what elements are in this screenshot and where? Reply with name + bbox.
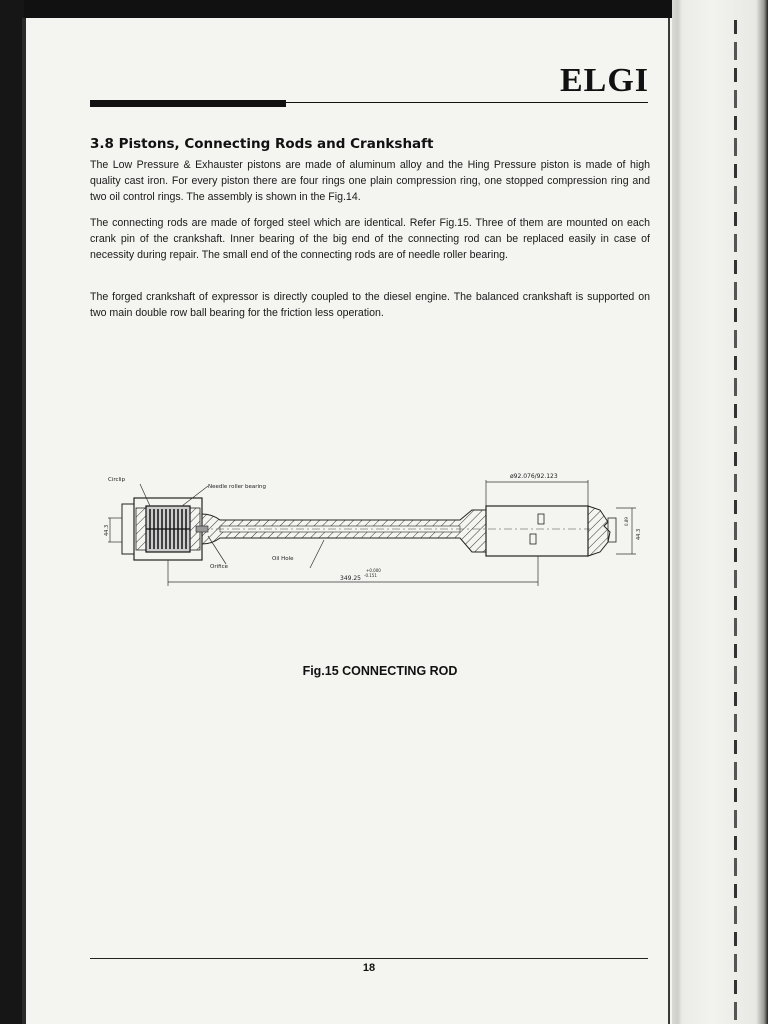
paragraph-pistons: The Low Pressure & Exhauster pistons are made of aluminum alloy and the Hing Pressure piston is made of high quality cast iron. For every piston there are four rings one plain compression ring, one stopped compression ring and two oil control rings. The assembly is shown in the Fig.14. bbox=[90, 159, 650, 203]
label-big-end-height-a: 0.89 bbox=[624, 517, 629, 526]
binding-edge-line bbox=[734, 20, 737, 1020]
rod-shank bbox=[196, 510, 590, 552]
label-small-end-height: 44.3 bbox=[104, 524, 110, 536]
label-circlip: Circlip bbox=[108, 477, 126, 483]
label-big-end-bore: ø92.076/92.123 bbox=[510, 473, 558, 480]
label-orifice: Orifice bbox=[210, 564, 228, 570]
label-big-end-height-b: 44.3 bbox=[636, 528, 642, 540]
connecting-rod-drawing bbox=[100, 468, 660, 598]
page-number: 18 bbox=[362, 962, 376, 974]
label-oil-hole: Oil Hole bbox=[272, 556, 294, 562]
page-edge-line bbox=[668, 18, 670, 1024]
scan-border-right bbox=[672, 0, 768, 1024]
small-end bbox=[122, 498, 202, 560]
scan-border-left-inner bbox=[22, 18, 26, 1024]
label-length-tol-lower: -0.151 bbox=[364, 573, 377, 578]
scan-border-top bbox=[0, 0, 768, 18]
paragraph-connecting-rods: The connecting rods are made of forged steel which are identical. Refer Fig.15. Three of them are mounted on each crank pin of the crankshaft. Inner bearing of the big end of the connecting rod can be replaced easily in case of necessity during repair. The small end of the connecting rods are of needle roller bearing. bbox=[90, 217, 650, 261]
header-rule-thick bbox=[90, 100, 286, 107]
section-heading: 3.8 Pistons, Connecting Rods and Crankshaft bbox=[90, 136, 434, 152]
big-end bbox=[486, 506, 616, 556]
scan-border-left bbox=[0, 0, 24, 1024]
label-needle-roller-bearing: Needle roller bearing bbox=[208, 484, 266, 490]
label-length-tol-upper: +0.000 bbox=[366, 568, 381, 573]
footer-rule bbox=[90, 958, 648, 959]
label-length: 349.25 bbox=[340, 575, 361, 582]
paragraph-crankshaft: The forged crankshaft of expressor is directly coupled to the diesel engine. The balanced crankshaft is supported on two main double row ball bearing for the friction less operation. bbox=[90, 291, 650, 319]
elgi-logo: ELGI bbox=[560, 62, 650, 99]
figure-caption: Fig.15 CONNECTING ROD bbox=[302, 664, 458, 678]
